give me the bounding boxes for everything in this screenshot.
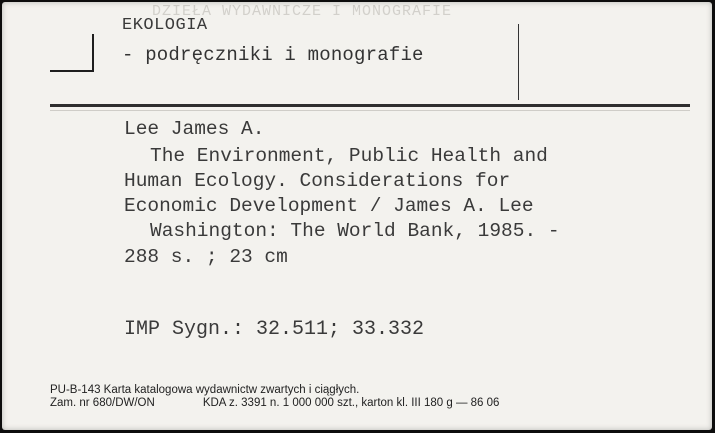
topic-heading: EKOLOGIA <box>122 16 208 35</box>
entry-imprint: Washington: The World Bank, 1985. - <box>150 220 560 242</box>
header-corner-base <box>50 70 94 72</box>
header-corner-tick <box>92 34 94 72</box>
entry-extent: 288 s. ; 23 cm <box>124 246 288 268</box>
entry-author: Lee James A. <box>124 118 265 140</box>
catalog-card <box>2 2 712 430</box>
card-rule-shadow <box>50 110 690 111</box>
entry-title-line: Economic Development / James A. Lee <box>124 195 534 217</box>
footer-order-number: Zam. nr 680/DW/ON <box>50 397 155 409</box>
card-footer <box>50 384 499 410</box>
footer-form-line: PU-B-143 Karta katalogowa wydawnictw zwartych i ciągłych. <box>50 384 360 396</box>
footer-print-details: KDA z. 3391 n. 1 000 000 szt., karton kl. III 180 g — 86 06 <box>202 397 500 409</box>
footer-order-line <box>50 397 499 410</box>
card-rule <box>50 104 690 107</box>
entry-title-line: Human Ecology. Considerations for <box>124 170 511 192</box>
entry-title-line: The Environment, Public Health and <box>150 145 548 167</box>
header-divider <box>518 24 519 100</box>
ghost-stamp-text: DZIEŁA WYDAWNICZE I MONOGRAFIE <box>152 3 453 20</box>
topic-subheading: - podręczniki i monografie <box>122 44 424 66</box>
shelf-signature: IMP Sygn.: 32.511; 33.332 <box>124 318 425 341</box>
